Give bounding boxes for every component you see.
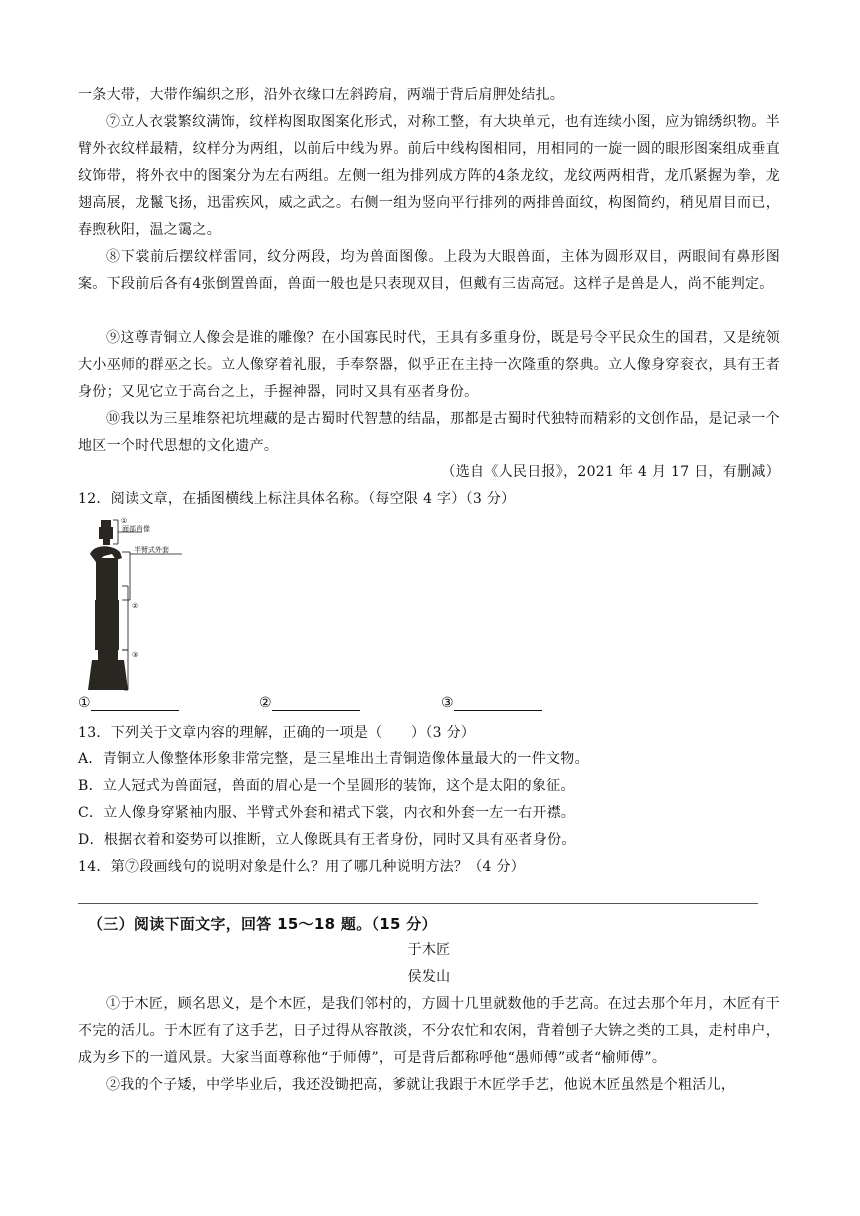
paragraph-10: ⑩我以为三星堆祭祀坑埋藏的是古蜀时代智慧的结晶，那都是古蜀时代独特而精彩的文创作品，是记录一个地区一个时代思想的文化遗产。 (78, 411, 780, 454)
answer-blank-3[interactable]: ③ (441, 694, 542, 711)
figure-label-face: 面部肖像 (122, 525, 150, 533)
q13-option-a: A．青铜立人像整体形象非常完整，是三星堆出土青铜造像体量最大的一件文物。 (78, 751, 589, 767)
q13-option-c: C．立人像身穿紧袖内服、半臂式外套和裙式下裳，内衣和外套一左一右开襟。 (78, 805, 576, 821)
paragraph-9: ⑨这尊青铜立人像会是谁的雕像？在小国寡民时代，王具有多重身份，既是号令平民众生的国君，又是统领大小巫师的群巫之长。立人像穿着礼服，手奉祭器，似乎正在主持一次隆重的祭典。立人像身穿衮衣，具有王者身份；又见它立于高台之上，手握神器，同时又具有巫者身份。 (78, 330, 780, 400)
figure-label-2: ② (132, 602, 139, 610)
paragraph-8: ⑧下裳前后摆纹样雷同，纹分两段，均为兽面图像。上段为大眼兽面，主体为圆形双目，两眼间有鼻形图案。下段前后各有4张倒置兽面，兽面一般也是只表现双目，但戴有三齿高冠。这样子是兽是人，尚不能判定。 (78, 249, 780, 292)
statue-illustration (82, 514, 192, 692)
story-paragraph-2: ②我的个子矮，中学毕业后，我还没锄把高，爹就让我跟于木匠学手艺，他说木匠虽然是个粗活儿， (106, 1077, 736, 1093)
answer-blank-1[interactable]: ① (78, 694, 179, 711)
paragraph-7: ⑦立人衣裳繁纹满饰，纹样构图取图案化形式，对称工整，有大块单元，也有连续小图，应为锦绣织物。半臂外衣纹样最精，纹样分为两组，以前后中线为界。前后中线构图相同，用相同的一旋一圆的眼形图案组成垂直纹饰带，将外衣中的图案分为左右两组。左侧一组为排列成方阵的4条龙纹，龙纹两两相背，龙爪紧握为拳，龙翅高展，龙鬣飞扬，迅雷疾风，威之武之。右侧一组为竖向平行排列的两排兽面纹，构图简约，稍见眉目而已，春煦秋阳，温之霭之。 (78, 114, 780, 238)
story-paragraph-1: ①于木匠，顾名思义，是个木匠，是我们邻村的，方圆十几里就数他的手艺高。在过去那个年月，木匠有干不完的活儿。于木匠有了这手艺，日子过得从容散淡，不分农忙和农闲，背着刨子大锛之类的工具，走村串户，成为乡下的一道风景。大家当面尊称他“于师傅”，可是背后都称呼他“愚师傅”或者“榆师傅”。 (78, 996, 780, 1066)
figure-label-jacket: 半臂式外套 (134, 546, 169, 554)
question-13: 13．下列关于文章内容的理解，正确的一项是（ ）（3 分） (78, 725, 476, 741)
source-citation: （选自《人民日报》，2021 年 4 月 17 日，有删减） (441, 464, 780, 480)
bronze-statue-figure (82, 514, 192, 692)
story-title: 于木匠 (407, 942, 451, 958)
paragraph-continuation: 一条大带，大带作编织之形，沿外衣缘口左斜跨肩，两端于背后肩胛处结扎。 (78, 87, 565, 103)
section-3-heading: （三）阅读下面文字，回答 15～18 题。（15 分） (88, 915, 437, 933)
story-author: 侯发山 (407, 969, 451, 985)
q13-option-b: B．立人冠式为兽面冠，兽面的眉心是一个呈圆形的装饰，这个是太阳的象征。 (78, 778, 575, 794)
q13-option-d: D．根据衣着和姿势可以推断，立人像既具有王者身份，同时又具有巫者身份。 (78, 832, 576, 848)
question-14: 14．第⑦段画线句的说明对象是什么？用了哪几种说明方法？（4 分） (78, 859, 526, 875)
figure-label-3: ③ (132, 651, 139, 659)
answer-blank-2[interactable]: ② (259, 694, 360, 711)
question-12: 12．阅读文章，在插图横线上标注具体名称。（每空限 4 字）（3 分） (78, 491, 516, 507)
answer-line[interactable] (78, 903, 758, 904)
figure-label-1: ① (121, 517, 128, 525)
